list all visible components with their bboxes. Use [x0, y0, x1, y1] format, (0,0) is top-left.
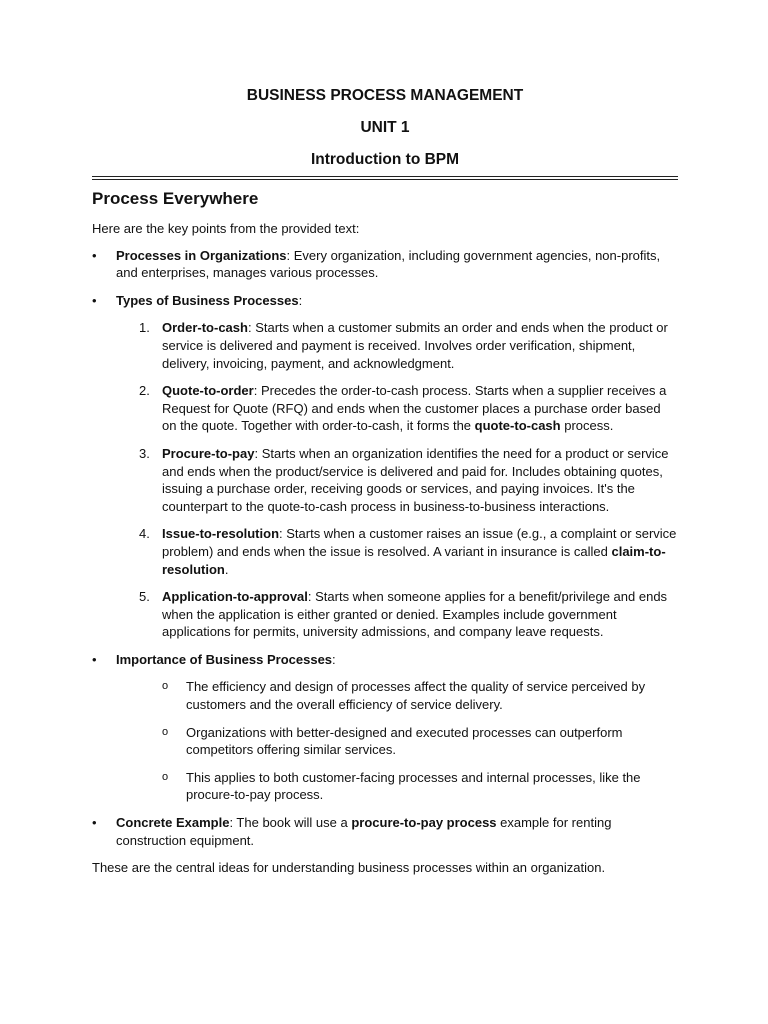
- numbered-item: [116, 319, 678, 372]
- bold-term: Issue-to-resolution: [162, 526, 280, 542]
- item-text: : Starts when a customer submits an order and ends when the product or service is delivered and payment is received. Involves order verification, shipment, delivery, invoicing, payment, and acknowledgment.: [162, 320, 668, 371]
- bold-term: Types of Business Processes: [116, 292, 299, 308]
- bold-term: Quote-to-order: [162, 383, 254, 399]
- importance-list: [116, 678, 678, 804]
- point-text: : The book will use a: [229, 815, 352, 831]
- section-heading: Process Everywhere: [92, 189, 259, 208]
- point-text: example for renting construction equipment.: [116, 815, 612, 848]
- point-text: : Every organization, including government agencies, non-profits, and enterprises, manages various processes.: [116, 247, 661, 281]
- chapter-title: Introduction to BPM: [310, 151, 460, 168]
- point-text: :: [298, 292, 303, 308]
- sub-item-text: This applies to both customer-facing processes and internal processes, like the procure-to-pay process.: [186, 769, 641, 803]
- point-text: :: [332, 651, 336, 667]
- list-item: [92, 814, 678, 849]
- numbered-item: [116, 588, 678, 641]
- item-number: 2.: [139, 383, 150, 399]
- bold-term: claim-to-resolution: [162, 543, 666, 577]
- item-text: : Starts when someone applies for a benefit/privilege and ends when the application is either granted or denied. Examples include government applications for permits, university admissions, and company leave requests.: [162, 589, 668, 640]
- item-text: .: [224, 561, 229, 577]
- bold-term: Importance of Business Processes: [116, 651, 333, 667]
- item-number: 5.: [139, 589, 150, 605]
- key-points-list: [92, 247, 678, 850]
- bold-term: Application-to-approval: [162, 589, 308, 605]
- numbered-item: [116, 525, 678, 578]
- item-number: 4.: [139, 526, 150, 542]
- bold-term: quote-to-cash: [474, 418, 561, 434]
- item-text: : Starts when an organization identifies the need for a product or service and ends when the product/service is delivered and paid for. Includes obtaining quotes, issuing a purchase order, receiving goods or services, and paying invoices. It's the counterpart to the quote-to-cash process in business-to-business interactions.: [162, 445, 669, 514]
- sub-list-item: [116, 724, 678, 759]
- item-text: process.: [560, 418, 614, 434]
- sub-item-text: The efficiency and design of processes affect the quality of service perceived by customers and the overall efficiency of service delivery.: [186, 679, 646, 713]
- bullet-icon: •: [92, 292, 97, 308]
- bullet-icon: •: [92, 247, 97, 263]
- sub-item-text: Organizations with better-designed and executed processes can outperform competitors offering similar services.: [186, 724, 623, 758]
- document-page: [92, 86, 678, 877]
- list-item: [92, 651, 678, 804]
- intro-text: Here are the key points from the provided text:: [92, 221, 360, 236]
- bold-term: Concrete Example: [116, 815, 230, 831]
- bold-term: procure-to-pay process: [351, 815, 497, 831]
- sub-list-item: [116, 678, 678, 713]
- item-text: : Starts when a customer raises an issue (e.g., a complaint or service problem) and ends when the issue is resolved. A variant in insurance is called: [162, 526, 677, 559]
- process-types-list: [116, 319, 678, 641]
- item-number: 1.: [139, 320, 150, 336]
- numbered-item: [116, 445, 678, 515]
- list-item: [92, 247, 678, 282]
- numbered-item: [116, 382, 678, 435]
- closing-text: These are the central ideas for understanding business processes within an organization.: [92, 860, 606, 876]
- item-text: : Precedes the order-to-cash process. Starts when a supplier receives a Request for Quote (RFQ) and ends when the customer places a purchase order based on the quote. Together with order-to-cash, it forms the: [162, 383, 667, 434]
- circle-bullet-icon: o: [162, 770, 169, 783]
- sub-list-item: [116, 769, 678, 804]
- title-divider: [92, 176, 678, 180]
- unit-title: UNIT 1: [360, 119, 410, 136]
- bullet-icon: •: [92, 815, 97, 831]
- circle-bullet-icon: o: [162, 725, 169, 738]
- bold-term: Procure-to-pay: [162, 445, 255, 461]
- bold-term: Order-to-cash: [162, 320, 248, 336]
- list-item: [92, 292, 678, 641]
- circle-bullet-icon: o: [162, 680, 169, 693]
- item-number: 3.: [139, 445, 150, 461]
- bullet-icon: •: [92, 651, 97, 667]
- bold-term: Processes in Organizations: [116, 247, 287, 263]
- course-title: BUSINESS PROCESS MANAGEMENT: [246, 87, 524, 104]
